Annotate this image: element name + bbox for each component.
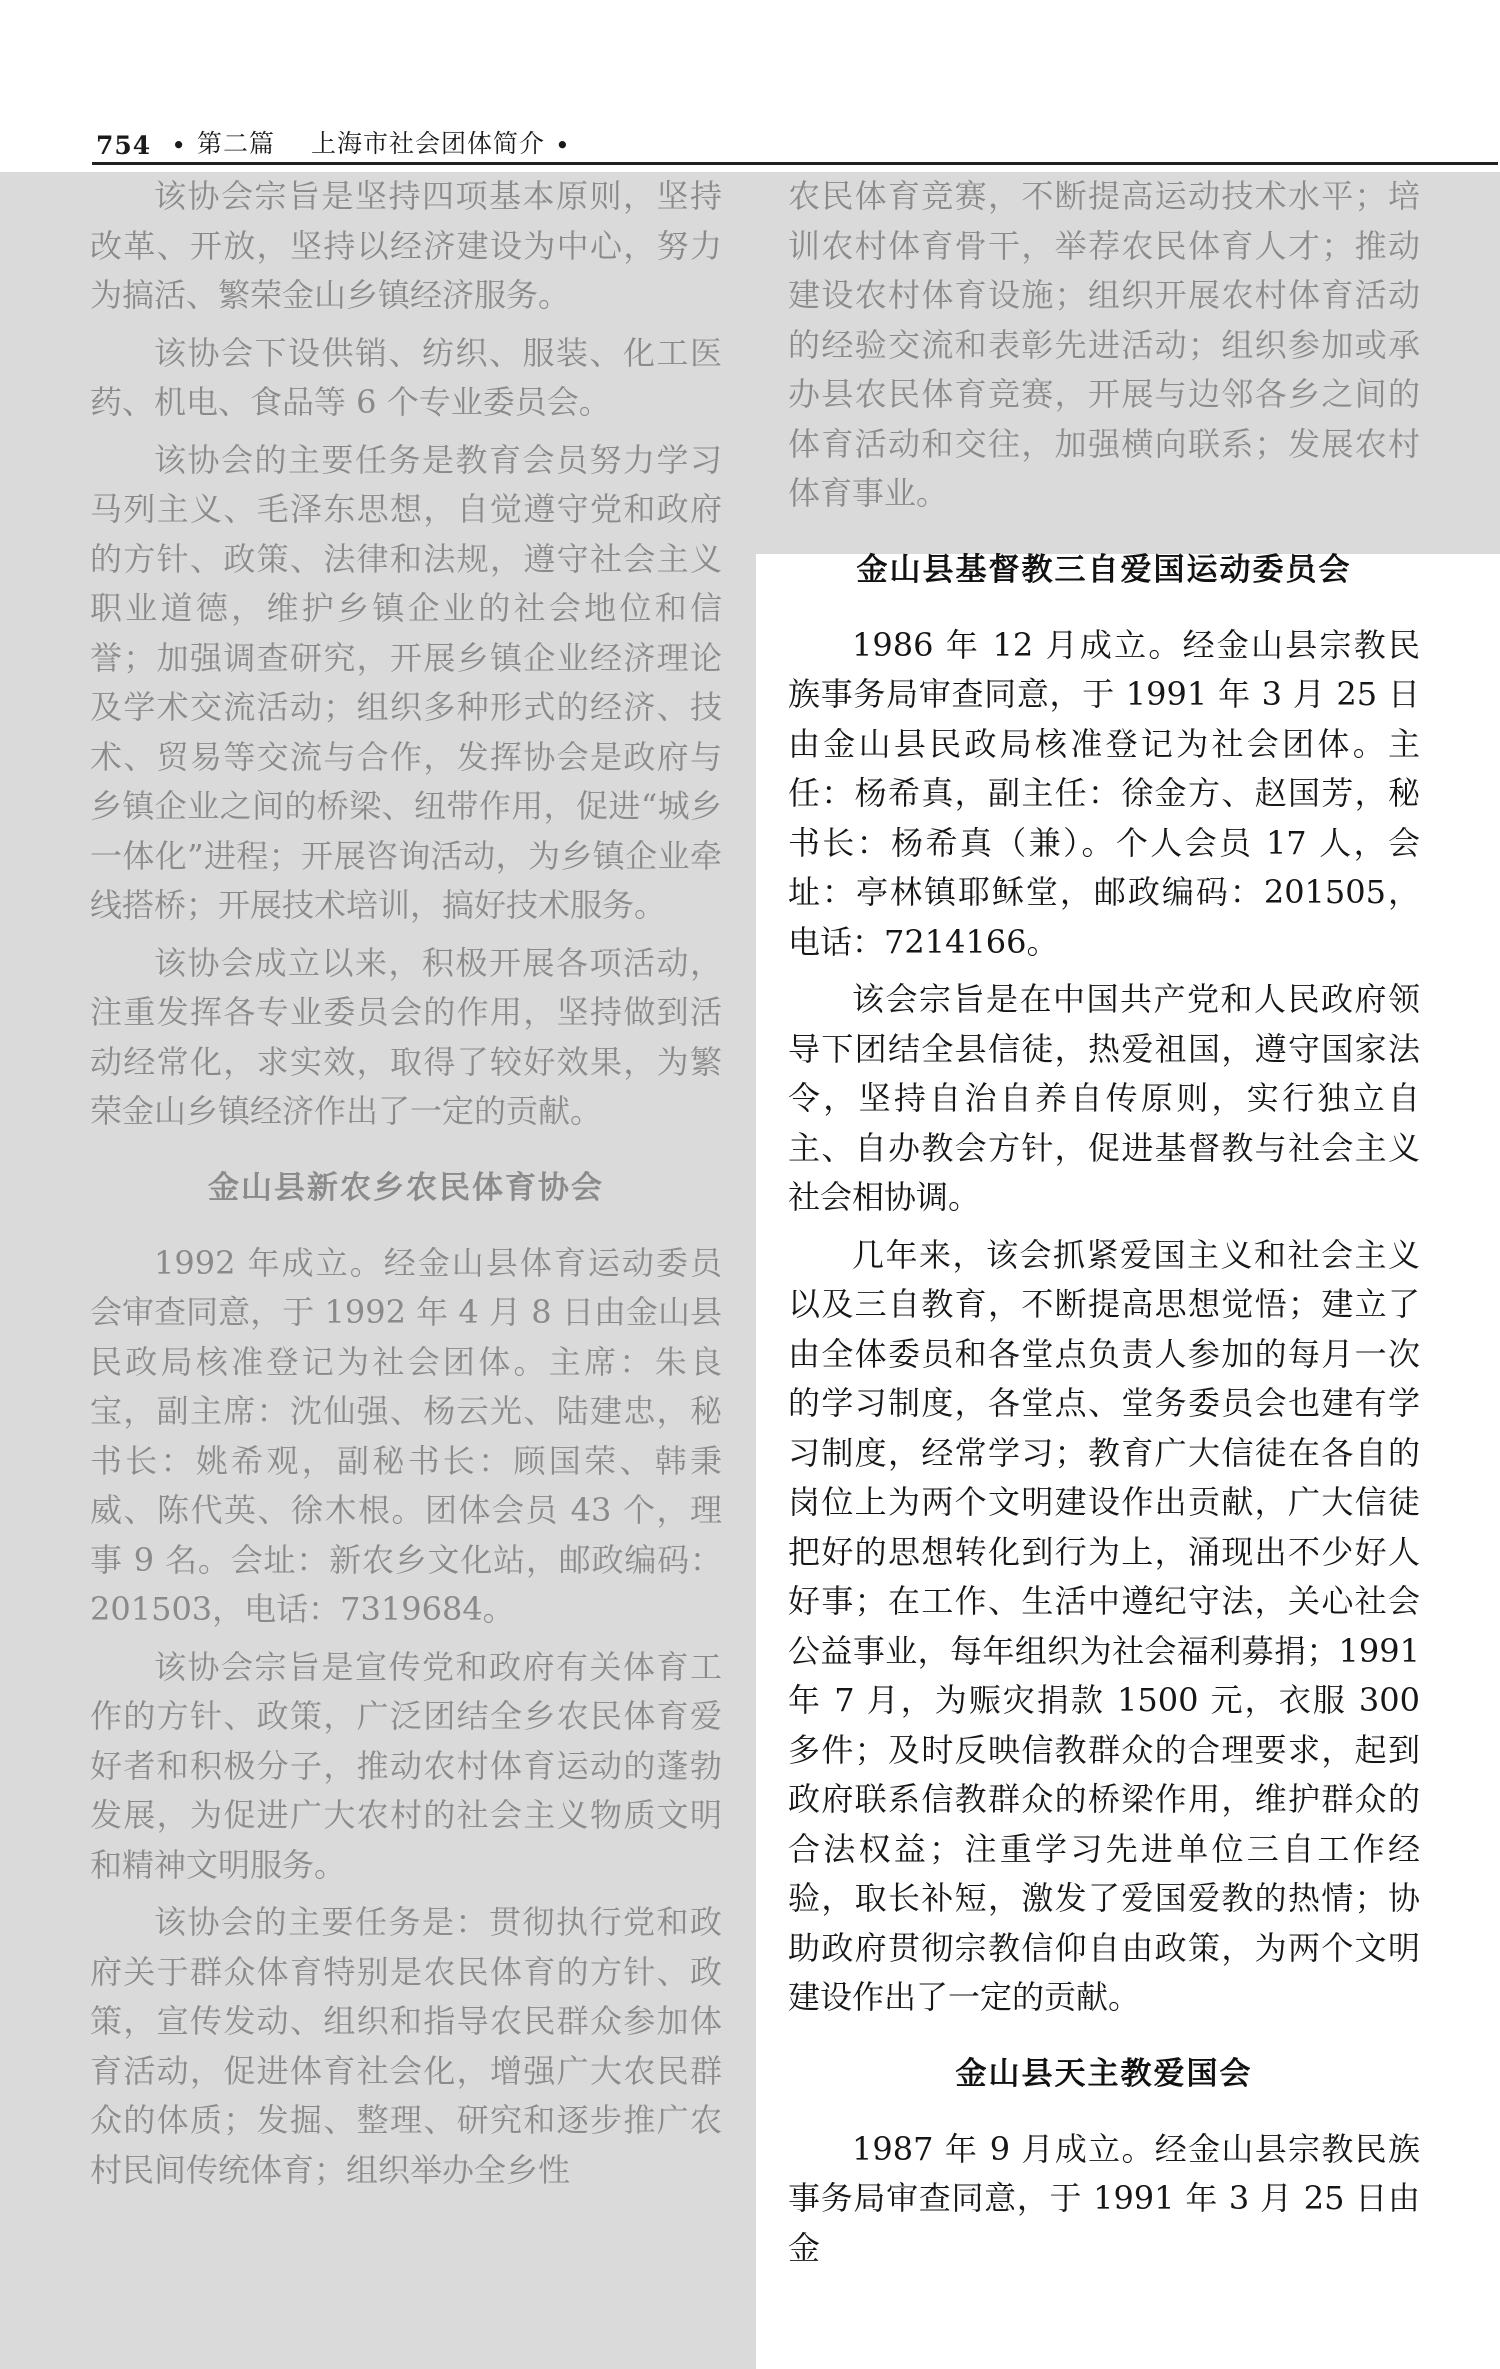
paragraph: 1987 年 9 月成立。经金山县宗教民族事务局审查同意，于 1991 年 3 月 25 日由金 [788,2129,1420,2267]
right-column [788,172,1420,2281]
section-heading: 金山县基督教三自爱国运动委员会 [856,551,1352,588]
continued-paragraph: 农民体育竞赛，不断提高运动技术水平；培训农村体育骨干，举荐农民体育人才；推动建设农村体育设施；组织开展农村体育活动的经验交流和表彰先进活动；组织参加或承办县农民体育竞赛，开展与边邻各乡之间的体育活动和交往，加强横向联系；发展农村体育事业。 [788,177,1420,512]
paragraph: 1986 年 12 月成立。经金山县宗教民族事务局审查同意，于 1991 年 3 月 25 日由金山县民政局核准登记为社会团体。主任：杨希真，副主任：徐金方、赵国芳，秘书长：杨希真（兼）。个人会员 17 人，会址：亭林镇耶稣堂，邮政编码：201505，电话：7214166。 [788,625,1420,961]
paragraph: 该会宗旨是在中国共产党和人民政府领导下团结全县信徒，热爱祖国，遵守国家法令，坚持自治自养自传原则，实行独立自主、自办教会方针，促进基督教与社会主义社会相协调。 [788,980,1420,1216]
paragraph: 该协会的主要任务是教育会员努力学习马列主义、毛泽东思想，自觉遵守党和政府的方针、政策、法律和法规，遵守社会主义职业道德，维护乡镇企业的社会地位和信誉；加强调查研究，开展乡镇企业经济理论及学术交流活动；组织多种形式的经济、技术、贸易等交流与合作，发挥协会是政府与乡镇企业之间的桥梁、纽带作用，促进“城乡一体化”进程；开展咨询活动，为乡镇企业牵线搭桥；开展技术培训，搞好技术服务。 [90,440,722,924]
paragraph: 该协会成立以来，积极开展各项活动，注重发挥各专业委员会的作用，坚持做到活动经常化，求实效，取得了较好效果，为繁荣金山乡镇经济作出了一定的贡献。 [90,943,722,1130]
paragraph: 1992 年成立。经金山县体育运动委员会审查同意，于 1992 年 4 月 8 日由金山县民政局核准登记为社会团体。主席：朱良宝，副主席：沈仙强、杨云光、陆建忠，秘书长：姚希观，副秘书长：顾国荣、韩秉威、陈代英、徐木根。团体会员 43 个，理事 9 名。会址：新农乡文化站，邮政编码：201503，电话：7319684。 [90,1243,722,1628]
header-rule [92,162,1498,165]
header-bullet: • [171,131,187,160]
running-header [96,108,1416,160]
left-column [90,172,722,2203]
header-bullet-end: • [554,131,571,160]
paragraph: 该协会的主要任务是：贯彻执行党和政府关于群众体育特别是农民体育的方针、政策，宣传发动、组织和指导农民群众参加体育活动，促进体育社会化，增强广大农民群众的体质；发掘、整理、研究和逐步推广农村民间传统体育；组织举办全乡性 [90,1903,722,2189]
section-heading: 金山县新农乡农民体育协会 [208,1169,604,1206]
paragraph: 该协会宗旨是坚持四项基本原则，坚持改革、开放，坚持以经济建设为中心，努力为搞活、繁荣金山乡镇经济服务。 [90,177,722,314]
paragraph: 该协会宗旨是宣传党和政府有关体育工作的方针、政策，广泛团结全乡农民体育爱好者和积极分子，推动农村体育运动的蓬勃发展，为促进广大农村的社会主义物质文明和精神文明服务。 [90,1647,722,1884]
section-title: 上海市社会团体简介 [310,129,545,158]
paragraph: 几年来，该会抓紧爱国主义和社会主义以及三自教育，不断提高思想觉悟；建立了由全体委员和各堂点负责人参加的每月一次的学习制度，各堂点、堂务委员会也建有学习制度，经常学习；教育广大信徒在各自的岗位上为两个文明建设作出贡献，广大信徒把好的思想转化到行为上，涌现出不少好人好事；在工作、生活中遵纪守法，关心社会公益事业，每年组织为社会福利募捐；1991 年 7 月，为赈灾捐款 1500 元，衣服 300 多件；及时反映信教群众的合理要求，起到政府联系信教群众的桥梁作用，维护群众的合法权益；注重学习先进单位三自工作经验，取长补短，激发了爱国爱教的热情；协助政府贯彻宗教信仰自由政策，为两个文明建设作出了一定的贡献。 [788,1235,1420,2016]
paragraph: 该协会下设供销、纺织、服装、化工医药、机电、食品等 6 个专业委员会。 [90,333,722,421]
section-heading: 金山县天主教爱国会 [955,2055,1253,2092]
part-label: 第二篇 [196,129,275,158]
page-number: 754 [96,131,152,160]
